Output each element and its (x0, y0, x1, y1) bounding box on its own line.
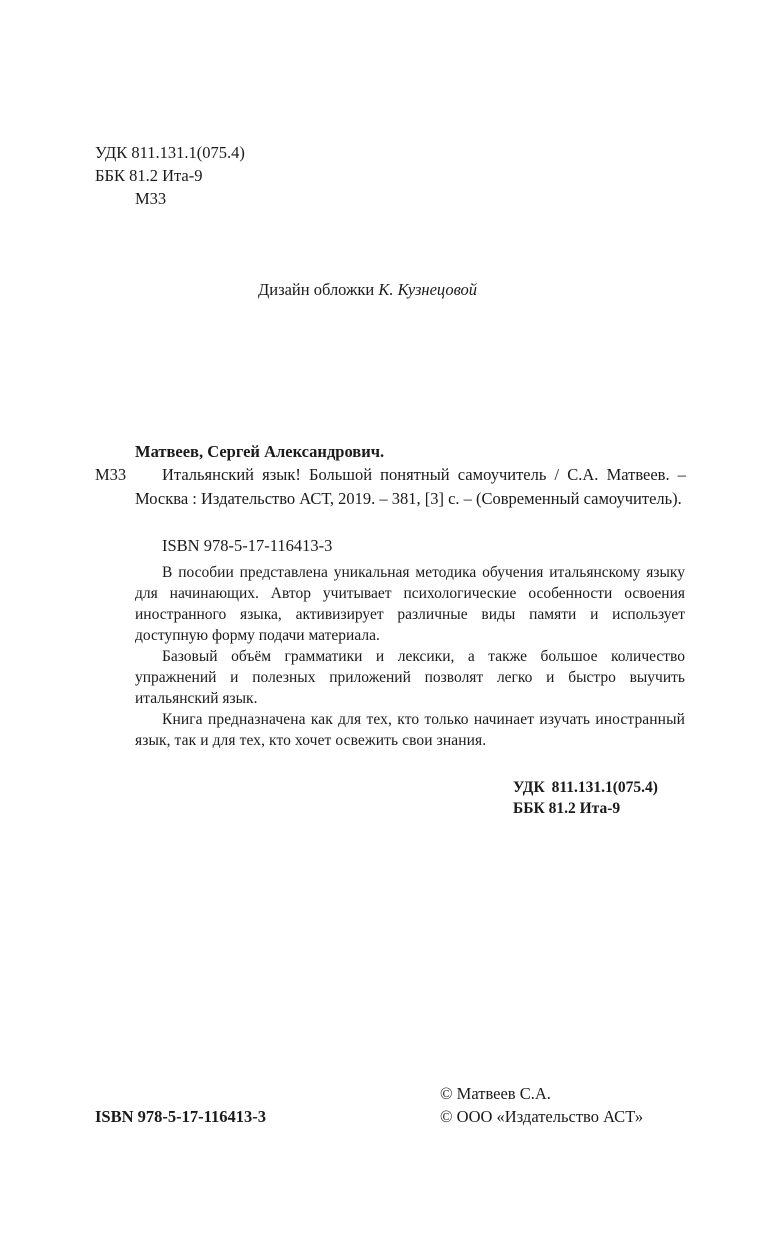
entry-cutter-code: М33 (95, 465, 127, 484)
author-heading: Матвеев, Сергей Александрович. (135, 442, 385, 461)
annotation-paragraph: Базовый объём грамматики и лексики, а также большое количество упражнений и полезных приложений позволят легко и быстро выучить итальянский язык. (135, 648, 685, 707)
annotation-paragraph: Книга предназначена как для тех, кто только начинает изучать иностранный язык, так и для тех, кто хочет освежить свои знания. (135, 711, 685, 749)
udk-code: УДК 811.131.1(075.4) (95, 143, 245, 162)
entry-isbn: ISBN 978-5-17-116413-3 (162, 536, 333, 555)
annotation-paragraph: В пособии представлена уникальная методика обучения итальянскому языку для начинающих. Автор учитывает психологические особенности освоения иностранного языка, активизирует различные виды памяти и использует доступную форму подачи материала. (135, 564, 685, 644)
bbk-code-bottom: ББК 81.2 Ита-9 (513, 800, 621, 817)
bbk-code: ББК 81.2 Ита-9 (95, 166, 203, 185)
cover-design-credit (258, 278, 477, 301)
cover-designer-name: К. Кузнецовой (378, 280, 478, 299)
cover-design-label: Дизайн обложки (258, 280, 379, 299)
bibliographic-description: Итальянский язык! Большой понятный самоучитель / С.А. Матвеев. – Москва : Издательство АСТ, 2019. – 381, [3] с. – (Современный самоучитель). (135, 465, 686, 508)
copyright-publisher: © ООО «Издательство АСТ» (440, 1107, 644, 1126)
footer-isbn: ISBN 978-5-17-116413-3 (95, 1107, 266, 1126)
copyright-author: © Матвеев С.А. (440, 1084, 551, 1103)
udk-code-bottom: УДК 811.131.1(075.4) (513, 779, 658, 796)
cutter-code: М33 (135, 189, 167, 208)
